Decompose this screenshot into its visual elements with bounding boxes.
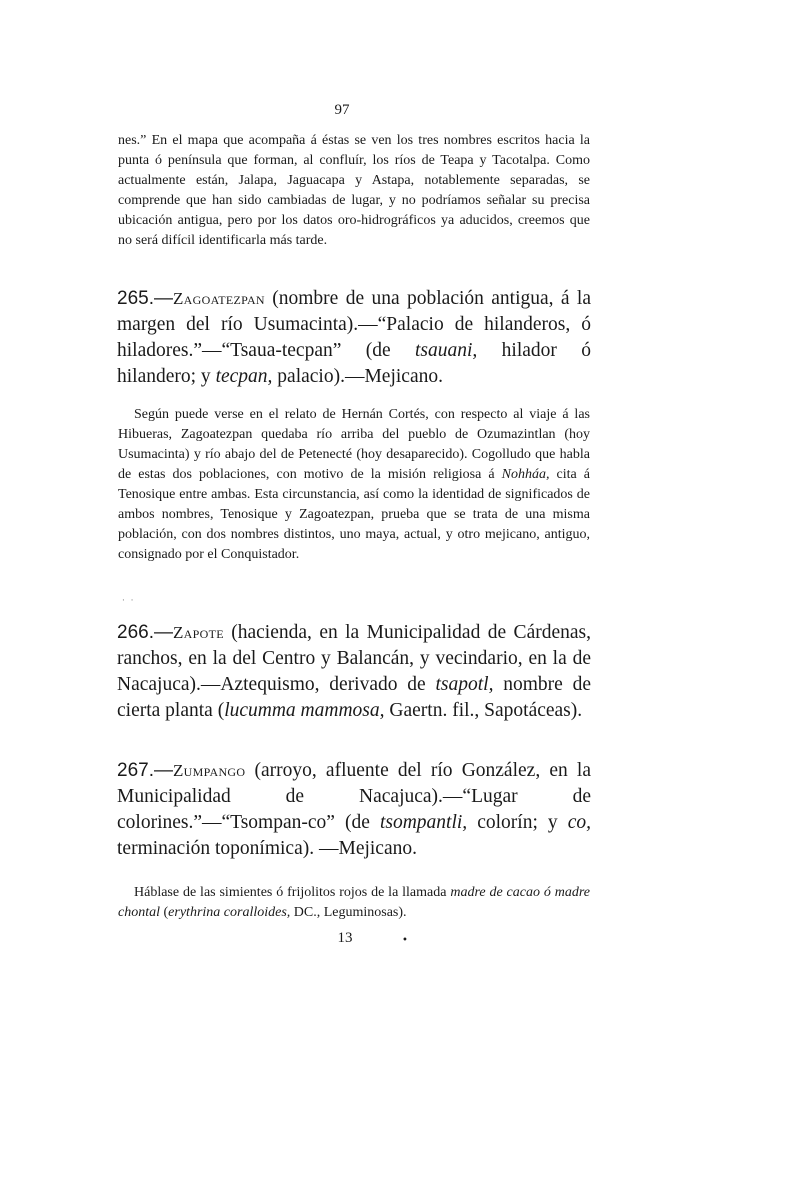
entry-266 — [117, 620, 591, 724]
entry-text: hilador ó hilandero; y — [117, 340, 591, 387]
paragraph-text: nes.” En el mapa que acompaña á éstas se ven los tres nombres escritos hacia la punta ó península que forman, al confluír, los ríos de Teapa y Tacotalpa. Como actualmente están, Jalapa, Jaguacapa y Astapa, notablemente separadas, se comprende que han sido cambiadas de lugar, y no podríamos señalar su precisa ubicación antigua, pero por los datos oro-hidrográficos ya aducidos, creemos que no será difícil identificarla más tarde. — [118, 133, 590, 248]
paragraph-text: ( — [160, 905, 169, 920]
paragraph-continuation — [118, 131, 590, 251]
entry-italic: tsauani, — [415, 340, 478, 361]
entry-italic: tsompantli, — [379, 812, 468, 833]
entry-text: (hacienda, en la Municipalidad de Cárdenas, ranchos, en la del Centro y Balancán, y vecindario, en la de Nacajuca).—Aztequismo, derivado de — [117, 622, 591, 695]
entry-italic: tsapotl, — [435, 674, 494, 695]
ink-speck: • — [402, 935, 408, 946]
paragraph-text: cita á Tenosique entre ambas. Esta circunstancia, así como la identidad de significados de ambos nombres, Tenosique y Zagoatezpan, prueba que se trata de una misma población, con dos nombres distintos, uno maya, actual, y otro mejicano, antiguo, consignado por el Conquistador. — [118, 467, 591, 562]
paragraph-commentary-267 — [118, 883, 590, 923]
entry-italic: tecpan, — [215, 366, 273, 387]
paragraph-text: Háblase de las simientes ó frijolitos rojos de la llamada — [134, 885, 451, 900]
page-number: 97 — [334, 102, 350, 118]
paragraph-italic: madre de cacao ó madre chontal — [118, 885, 590, 920]
entry-headword: Zagoatezpan — [172, 289, 265, 308]
entry-text: nombre de cierta planta ( — [117, 674, 591, 721]
entry-headword: Zapote — [172, 623, 224, 642]
entry-number: 266.— — [117, 622, 173, 643]
signature-mark: 13 — [337, 930, 353, 946]
paragraph-text: Según puede verse en el relato de Hernán Cortés, con respecto al viaje á las Hibueras, Zagoatezpan quedaba río arriba del pueblo de Ozumazintlan (hoy Usumacinta) y río abajo del de Petenecté (hoy desaparecido). Cogolludo que habla de estas dos poblaciones, con motivo de la misión religiosa á — [118, 407, 590, 482]
entry-italic: co, — [567, 812, 591, 833]
entry-text: (arroyo, afluente del río González, en la Municipalidad de Nacajuca).—“Lugar de colorines.”—“Tsompan-co” (de — [117, 760, 591, 833]
paragraph-italic: Nohháa, — [501, 467, 550, 482]
entry-text: (nombre de una población antigua, á la margen del río Usumacinta).—“Palacio de hilanderos, ó hiladores.”—“Tsaua-tecpan” (de — [117, 288, 591, 361]
entry-text: palacio).—Mejicano. — [272, 366, 443, 387]
entry-italic: lucumma mammosa, — [224, 700, 385, 721]
entry-267 — [117, 758, 591, 862]
entry-text: Gaertn. fil., Sapotáceas). — [384, 700, 583, 721]
paragraph-commentary-265 — [118, 405, 590, 565]
entry-text: terminación toponímica). —Mejicano. — [117, 838, 417, 859]
entry-text: colorín; y — [467, 812, 568, 833]
ink-speck: · · — [122, 596, 134, 606]
entry-headword: Zumpango — [172, 761, 246, 780]
entry-number: 267.— — [117, 760, 173, 781]
entry-265 — [117, 286, 591, 390]
entry-number: 265.— — [117, 288, 173, 309]
paragraph-italic: erythrina coralloides, — [168, 905, 291, 920]
paragraph-text: DC., Leguminosas). — [290, 905, 407, 920]
